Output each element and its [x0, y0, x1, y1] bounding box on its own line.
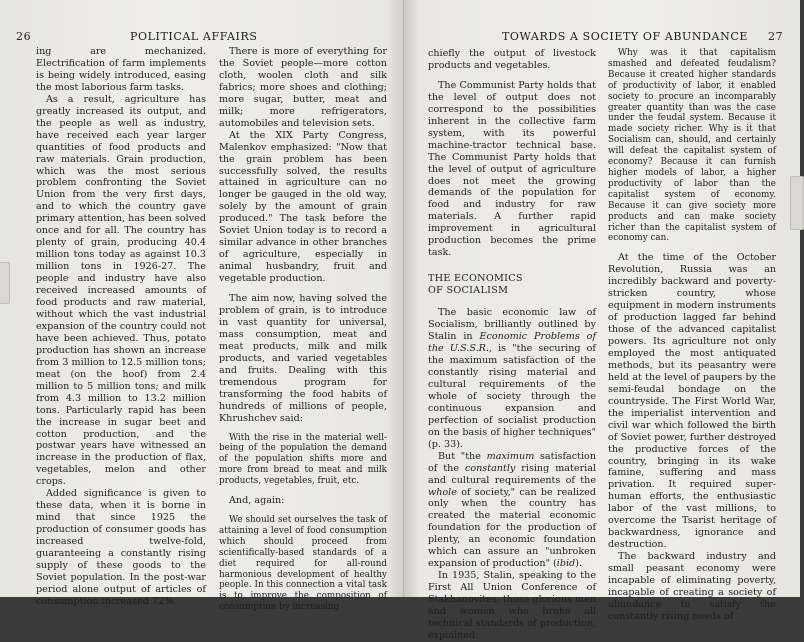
right-column-2	[608, 48, 776, 623]
left-page	[0, 0, 404, 613]
book-title: Economic Problems of the U.S.S.R.,	[428, 331, 597, 355]
paragraph: The basic economic law of Socialism, brilliantly outlined by Stalin in Economic Problems of the U.S.S.R., is "the securing of the maximum satisfaction of the constantly rising material and cultural requirements of the whole of society through the continuous expansion and perfection of socialist production on the basis of higher techniques" (p. 33).	[428, 307, 597, 450]
right-page	[404, 0, 800, 641]
paragraph: But "the maximum satisfaction of the constantly rising material and cultural requirements of the whole of society," can be realized only when the country has created the material economic foundation for the production of plenty, an economic foundation which can assure an "unbroken expansion of production" (ibid).	[428, 450, 597, 570]
page-tab-right	[790, 176, 804, 230]
paragraph: And, again:	[229, 495, 285, 507]
paragraph: At the XIX Party Congress, Malenkov emphasized: "Now that the grain problem has been successfully solved, the results attained in agriculture can no longer be gauged in the old way, solely by the amount of grain produced." The task before the Soviet Union today is to record a similar advance in other branches of agriculture, especially in animal husbandry, fruit and vegetable production.	[219, 129, 387, 285]
paragraph: In 1935, Stalin, speaking to the First All Union Conference of Stakhanovites, those glorious men and women who broke all technical standards of production, explained:	[428, 570, 596, 641]
right-column-1	[428, 48, 596, 642]
paragraph: The Communist Party holds that the level of output does not correspond to the possibilities inherent in the collective farm system, with its powerful machine-tractor technical base. The Communist Party holds that the level of output of agriculture does not meet the growing demands of the population for food and industry for raw materials. A further rapid improvement in agricultural production becomes the prime task.	[428, 79, 596, 259]
paragraph: The backward industry and small peasant economy were incapable of eliminating poverty, incapable of creating a society of abundance to satisfy the constantly rising needs of	[608, 551, 776, 622]
page-tab-left	[0, 262, 10, 304]
block-quote: Why was it that capitalism smashed and defeated feudalism? Because it created higher standards of productivity of labor, it enabled society to procure an incomparably greater quantity than was the case under the feudal system. Because it made society richer. Why is it that Socialism can, should, and certainly will defeat the capitalist system of economy? Because it can furnish higher models of labor, a higher productivity of labor than the capitalist system of economy. Because it can give society more products and can make society richer than the capitalist system of economy can.	[608, 48, 776, 244]
left-running-head: POLITICAL AFFAIRS	[130, 30, 258, 43]
left-column-1	[36, 46, 206, 608]
paragraph: The aim now, having solved the problem of grain, is to introduce in vast quantity for universal, mass consumption, meat and meat products, milk and milk products, and varied vegetables and fruits. Dealing with this tremendous program for transforming the food habits of hundreds of millions of people, Khrushchev said:	[219, 293, 387, 424]
block-quote: We should set ourselves the task of attaining a level of food consumption which should proceed from scientifically-based standards of a diet required for all-round harmonious development of healthy people. In this connection a vital task is to improve the composition of consumption by increasing	[219, 515, 387, 613]
left-column-2	[219, 46, 387, 613]
paragraph: chiefly the output of livestock products and vegetables.	[428, 48, 596, 71]
paragraph: At the time of the October Revolution, Russia was an incredibly backward and poverty-stricken country, whose equipment in modern instruments of production lagged far behind those of the advanced capitalist powers. Its agriculture not only employed the most antiquated methods, but its peasantry were held at the level of paupers by the semi-feudal bondage on the countryside. The First World War, the imperialist intervention and civil war which followed the birth of Soviet power, further destroyed the productive forces of the country, bringing in its wake famine, suffering and mass privation. It required super-human efforts, the enthusiastic labor of the vast millions, to overcome the Tsarist heritage of backwardness, ignorance and destruction.	[608, 252, 776, 551]
section-heading	[428, 273, 596, 297]
paragraph: There is more of everything for the Soviet people—more cotton cloth, woolen cloth and silk fabrics; more shoes and clothing; more sugar, butter, meat and milk; more refrigerators, automobiles and television sets.	[219, 46, 387, 129]
paragraph: ing are mechanized. Electrification of farm implements is being widely introduced, easing the most laborious farm tasks.	[36, 46, 206, 93]
paragraph: Added significance is given to these data, when it is borne in mind that since 1925 the production of consumer goods has increased twelve-fold, guaranteeing a constantly rising supply of these goods to the Soviet population. In the post-war period alone output of articles of consumption increased 72%.	[36, 488, 206, 607]
right-running-head: TOWARDS A SOCIETY OF ABUNDANCE	[502, 30, 748, 43]
section-heading-line-2: OF SOCIALISM	[428, 285, 509, 297]
section-heading-line-1: THE ECONOMICS	[428, 273, 523, 285]
paragraph: As a result, agriculture has greatly increased its output, and the people as well as industry, have received each year larger quantities of food products and raw materials. Grain production, which was the most serious problem confronting the Soviet Union from the very first days, and to which the country gave primary attention, has been solved once and for all. The country has plenty of grain, producing 40.4 million tons today as against 10.3 million tons in 1926-27. The people and industry have also received increased amounts of food products and raw material, without which the vast industrial expansion of the country could not have been achieved. Thus, potato production has shown an increase from 3 million to 12.5 million tons; meat (on the hoof) from 2.4 million to 5 million tons; and milk from 4.3 million to 13.2 million tons. Particularly rapid has been the increase in sugar beet and cotton production, and the postwar years have witnessed an increase in the production of flax, vegetables, melon and other crops.	[36, 93, 206, 488]
right-page-number: 27	[768, 30, 784, 43]
block-quote: With the rise in the material well-being of the population the demand of the population shifts more and more from bread to meat and milk products, vegetables, fruit, etc.	[219, 432, 387, 487]
left-page-number: 26	[16, 30, 32, 43]
